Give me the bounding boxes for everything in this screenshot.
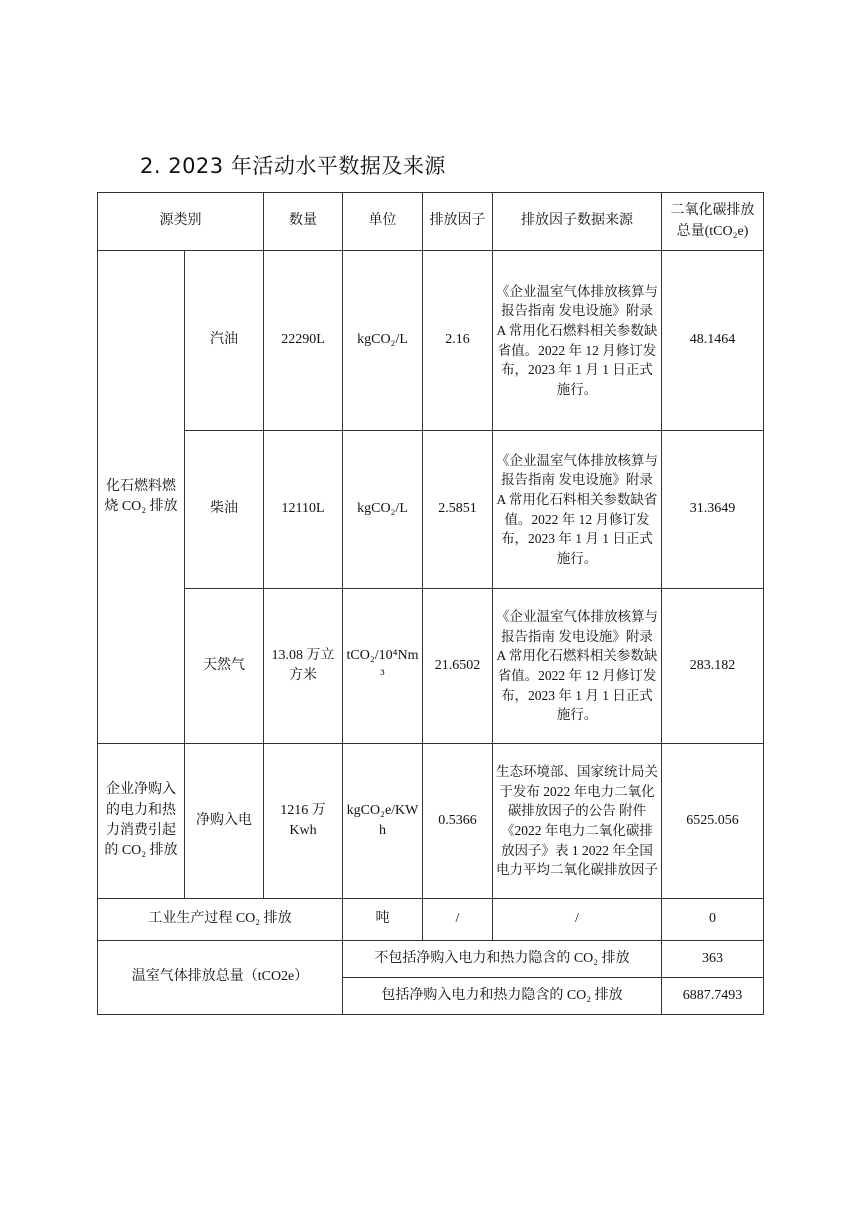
factor-source-cell: 《企业温室气体排放核算与报告指南 发电设施》附录 A 常用化石燃料相关参数缺省值。2022 年 12 月修订发布，2023 年 1 月 1 日正式施行。 <box>493 589 662 744</box>
factor-source-cell: / <box>493 899 662 941</box>
header-factor: 排放因子 <box>423 193 493 251</box>
table-row-diesel <box>98 431 764 589</box>
fuel-name: 天然气 <box>185 589 264 744</box>
total-cell: 31.3649 <box>662 431 764 589</box>
unit-cell: kgCO₂e/KWh <box>343 744 423 899</box>
factor-cell: / <box>423 899 493 941</box>
factor-source-cell: 《企业温室气体排放核算与报告指南 发电设施》附录 A 常用化石燃料相关参数缺省值。2022 年 12 月修订发布，2023 年 1 月 1 日正式施行。 <box>493 251 662 431</box>
quantity-cell: 12110L <box>264 431 343 589</box>
unit-cell: kgCO₂/L <box>343 431 423 589</box>
total-cell: 283.182 <box>662 589 764 744</box>
total-including-value: 6887.7493 <box>662 978 764 1015</box>
factor-cell: 2.16 <box>423 251 493 431</box>
factor-source-cell: 生态环境部、国家统计局关于发布 2022 年电力二氧化碳排放因子的公告 附件《2022 年电力二氧化碳排放因子》表 1 2022 年全国电力平均二氧化碳排放因子 <box>493 744 662 899</box>
table-row-gasoline <box>98 251 764 431</box>
table-row-total-excluding <box>98 941 764 978</box>
header-unit: 单位 <box>343 193 423 251</box>
process-label: 工业生产过程 CO₂ 排放 <box>98 899 343 941</box>
factor-cell: 2.5851 <box>423 431 493 589</box>
total-cell: 0 <box>662 899 764 941</box>
header-source-type: 源类别 <box>98 193 264 251</box>
unit-cell: tCO₂/10⁴Nm³ <box>343 589 423 744</box>
fuel-name: 汽油 <box>185 251 264 431</box>
factor-cell: 21.6502 <box>423 589 493 744</box>
factor-source-cell: 《企业温室气体排放核算与报告指南 发电设施》附录 A 常用化石料相关参数缺省值。2022 年 12 月修订发布，2023 年 1 月 1 日正式施行。 <box>493 431 662 589</box>
header-quantity: 数量 <box>264 193 343 251</box>
unit-cell: 吨 <box>343 899 423 941</box>
quantity-cell: 13.08 万立方米 <box>264 589 343 744</box>
emission-data-table <box>97 192 764 1015</box>
total-label: 温室气体排放总量（tCO2e） <box>98 941 343 1015</box>
electricity-group-label: 企业净购入的电力和热力消费引起的 CO₂ 排放 <box>98 744 185 899</box>
total-cell: 48.1464 <box>662 251 764 431</box>
factor-cell: 0.5366 <box>423 744 493 899</box>
section-heading: 2. 2023 年活动水平数据及来源 <box>140 154 446 178</box>
unit-cell: kgCO₂/L <box>343 251 423 431</box>
table-row-natural-gas <box>98 589 764 744</box>
fossil-group-label: 化石燃料燃烧 CO₂ 排放 <box>98 251 185 744</box>
total-excluding-label: 不包括净购入电力和热力隐含的 CO₂ 排放 <box>343 941 662 978</box>
item-name: 净购入电 <box>185 744 264 899</box>
header-row <box>98 193 764 251</box>
total-including-label: 包括净购入电力和热力隐含的 CO₂ 排放 <box>343 978 662 1015</box>
table-row-electricity <box>98 744 764 899</box>
quantity-cell: 1216 万 Kwh <box>264 744 343 899</box>
fuel-name: 柴油 <box>185 431 264 589</box>
header-total: 二氧化碳排放总量(tCO₂e) <box>662 193 764 251</box>
table-row-process <box>98 899 764 941</box>
header-factor-source: 排放因子数据来源 <box>493 193 662 251</box>
total-cell: 6525.056 <box>662 744 764 899</box>
total-excluding-value: 363 <box>662 941 764 978</box>
quantity-cell: 22290L <box>264 251 343 431</box>
